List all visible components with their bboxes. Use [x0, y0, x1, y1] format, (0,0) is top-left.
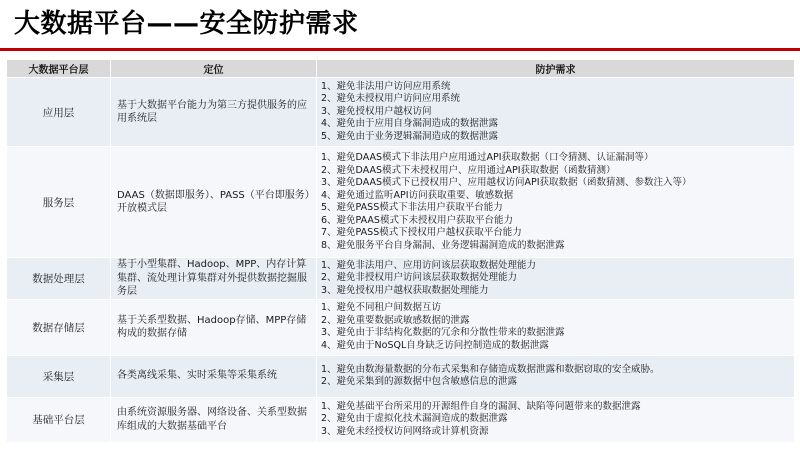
- page-title: 大数据平台——安全防护需求: [14, 9, 359, 39]
- requirement-item: 1、避免非法用户访问应用系统: [321, 80, 451, 92]
- requirement-item: 3、避免授权用户越权访问: [321, 105, 432, 117]
- requirements-cell: [317, 147, 795, 258]
- header-requirements: 防护需求: [317, 60, 795, 78]
- security-requirements-table: [6, 59, 795, 443]
- layer-cell: 采集层: [7, 355, 111, 397]
- header-position: 定位: [111, 60, 317, 78]
- requirement-item: 4、避免通过监听API访问获取重要、敏感数据: [321, 189, 514, 201]
- requirement-item: 2、避免由于虚拟化技术漏洞造成的数据泄露: [321, 413, 508, 425]
- position-cell: 基于关系型数据、Hadoop存储、MPP存储构成的数据存储: [111, 299, 317, 355]
- position-cell: 各类离线采集、实时采集等采集系统: [111, 355, 317, 397]
- table-row: [7, 355, 795, 397]
- requirement-item: 1、避免DAAS模式下非法用户应用通过API获取数据（口令猜测、认证漏洞等）: [321, 152, 654, 163]
- requirements-cell: [317, 258, 795, 300]
- requirement-item: 3、避免由于非结构化数据的冗余和分散性带来的数据泄露: [321, 327, 565, 338]
- requirement-item: 5、避免PASS模式下非法用户获取平台能力: [321, 202, 503, 213]
- requirement-item: 3、避免DAAS模式下已授权用户、应用越权访问API获取数据（函数猜测、参数注入等）: [321, 177, 692, 188]
- requirement-item: 2、避免非授权用户访问该层获取数据处理能力: [321, 272, 518, 283]
- layer-cell: 基础平台层: [7, 397, 111, 442]
- position-cell: 基于小型集群、Hadoop、MPP、内存计算集群、流处理计算集群对外提供数据挖掘服务层: [111, 258, 317, 300]
- table-header-row: [7, 60, 795, 78]
- position-cell: 基于大数据平台能力为第三方提供服务的应用系统层: [111, 78, 317, 147]
- requirement-item: 1、避免由数海量数据的分布式采集和存储造成数据泄露和数据窃取的安全威胁。: [321, 363, 660, 375]
- requirements-cell: [317, 299, 795, 355]
- requirement-item: 3、避免未经授权访问网络或计算机资源: [321, 425, 489, 437]
- requirement-item: 7、避免PASS模式下授权用户越权获取平台能力: [321, 227, 522, 238]
- table-row: [7, 299, 795, 355]
- requirement-item: 2、避免未授权用户访问应用系统: [321, 93, 461, 105]
- requirements-cell: [317, 397, 795, 442]
- requirement-item: 2、避免采集到的源数据中包含敏感信息的泄露: [321, 376, 518, 387]
- requirement-item: 1、避免不同租户间数据互访: [321, 302, 442, 313]
- requirement-item: 5、避免由于业务逻辑漏洞造成的数据泄露: [321, 130, 499, 142]
- position-cell: 由系统资源服务器、网络设备、关系型数据库组成的大数据基础平台: [111, 397, 317, 442]
- requirement-item: 4、避免由于NoSQL自身缺乏访问控制造成的数据泄露: [321, 339, 549, 351]
- table-row: [7, 258, 795, 300]
- requirement-item: 2、避免DAAS模式下未授权用户、应用通过API获取数据（函数猜测）: [321, 164, 616, 176]
- requirements-cell: [317, 78, 795, 147]
- requirement-item: 3、避免授权用户越权获取数据处理能力: [321, 284, 489, 296]
- table-row: [7, 147, 795, 258]
- requirement-item: 4、避免由于应用自身漏洞造成的数据泄露: [321, 118, 499, 130]
- layer-cell: 服务层: [7, 147, 111, 258]
- layer-cell: 数据存储层: [7, 299, 111, 355]
- requirements-cell: [317, 355, 795, 397]
- requirement-item: 2、避免重要数据或敏感数据的泄露: [321, 314, 470, 326]
- requirement-item: 1、避免基础平台所采用的开源组件自身的漏洞、缺陷等问题带来的数据泄露: [321, 400, 641, 412]
- layer-cell: 数据处理层: [7, 258, 111, 300]
- position-cell: DAAS（数据即服务）、PASS（平台即服务）开放模式层: [111, 147, 317, 258]
- table-row: [7, 397, 795, 442]
- requirement-item: 6、避免PAAS模式下未授权用户获取平台能力: [321, 214, 513, 226]
- header-layer: 大数据平台层: [7, 60, 111, 78]
- layer-cell: 应用层: [7, 78, 111, 147]
- requirement-item: 1、避免非法用户、应用访问该层获取数据处理能力: [321, 259, 537, 271]
- table-row: [7, 78, 795, 147]
- requirement-item: 8、避免服务平台自身漏洞、业务逻辑漏洞造成的数据泄露: [321, 239, 565, 251]
- title-divider: [0, 48, 800, 51]
